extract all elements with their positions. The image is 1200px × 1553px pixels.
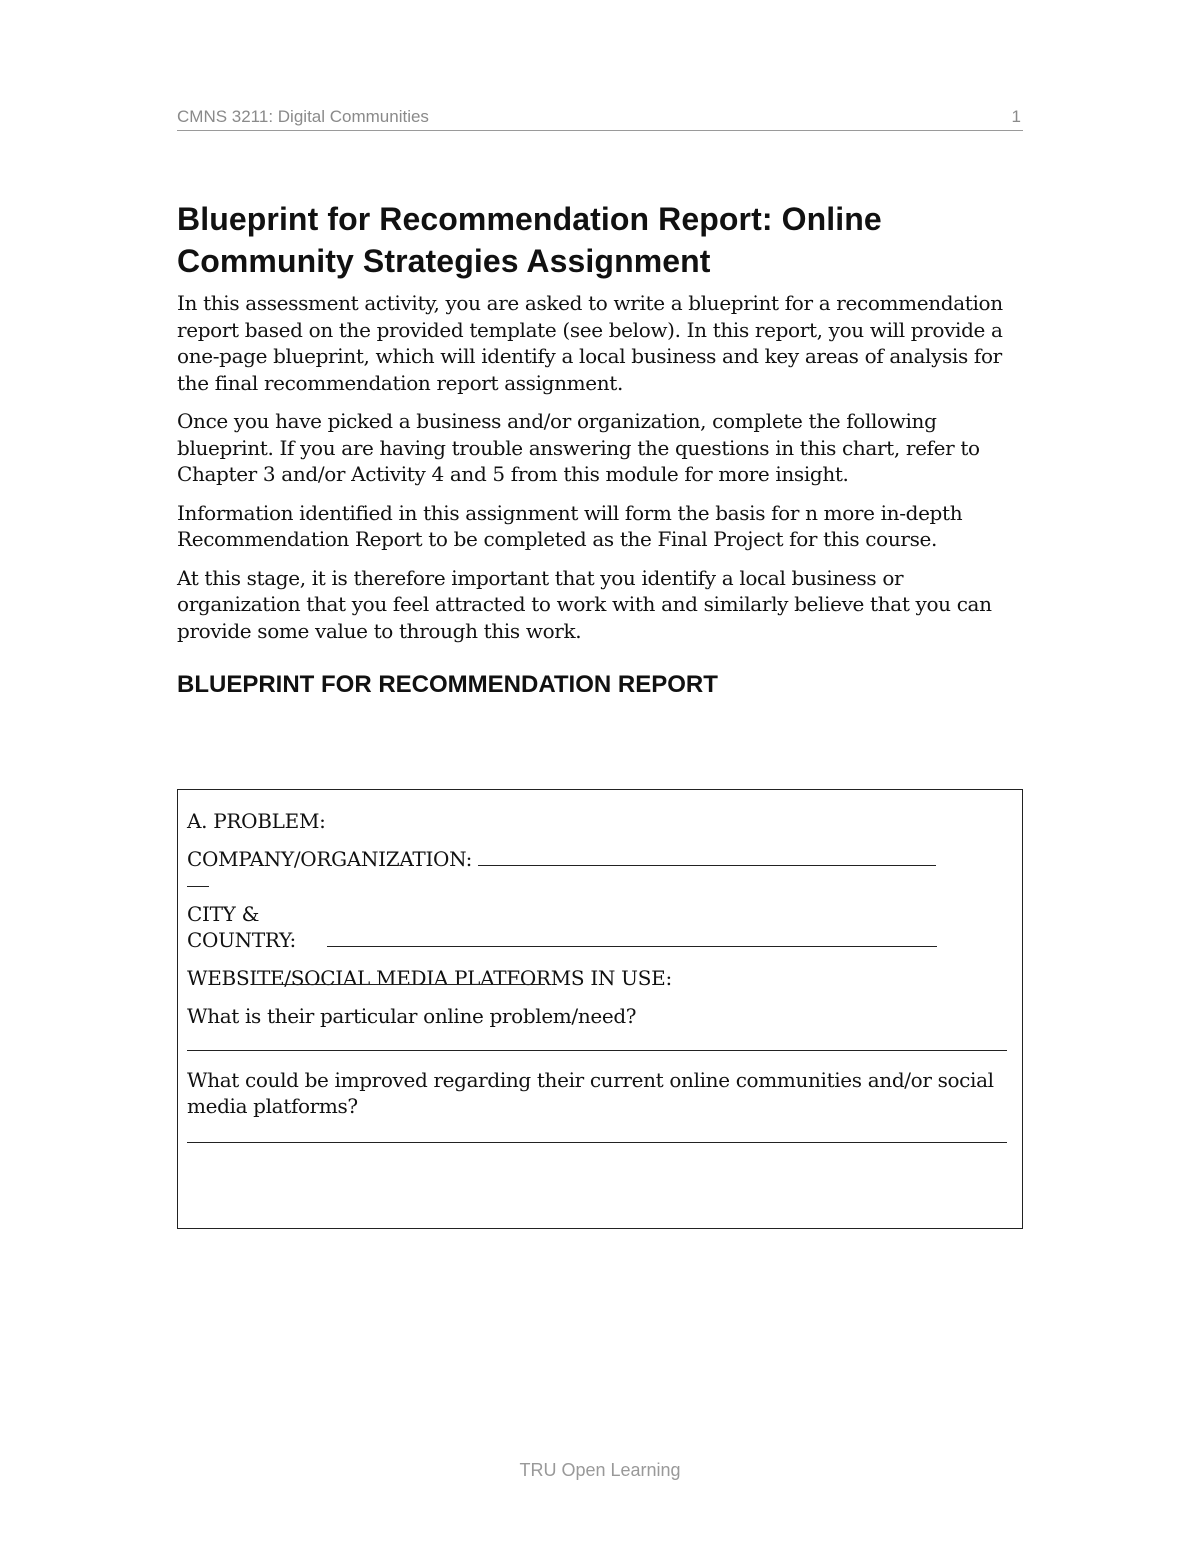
problem-answer-line[interactable] (187, 1049, 1007, 1051)
city-blank[interactable] (327, 928, 937, 947)
problem-question: What is their particular online problem/need? (187, 1004, 637, 1028)
company-blank-overflow (187, 876, 209, 887)
section-heading: BLUEPRINT FOR RECOMMENDATION REPORT (177, 671, 718, 698)
course-title: CMNS 3211: Digital Communities (177, 107, 429, 126)
instructions-paragraph: Once you have picked a business and/or organization, complete the following blueprint. If you are having trouble answering the questions in this chart, refer to Chapter 3 and/or Activity 4 and 5 from this module for more insight. (177, 409, 980, 486)
city-field (187, 901, 1010, 953)
page-number: 1 (1011, 107, 1021, 126)
company-blank[interactable] (478, 847, 936, 866)
page-header (177, 106, 1023, 131)
problem-label: A. PROBLEM: (187, 809, 326, 833)
document-body (177, 198, 1027, 710)
stage-paragraph: At this stage, it is therefore important that you identify a local business or organization that you feel attracted to work with and similarly believe that you can provide some value to through this work. (177, 565, 992, 643)
blueprint-form (177, 789, 1023, 1229)
basis-paragraph: Information identified in this assignment will form the basis for n more in-depth Recommendation Report to be completed as the Final Project for this course. (177, 500, 963, 551)
city-label: CITY & COUNTRY: (187, 902, 296, 952)
company-field (187, 846, 1010, 872)
company-label: COMPANY/ORGANIZATION: (187, 847, 473, 871)
intro-paragraph: In this assessment activity, you are asked to write a blueprint for a recommendation report based on the provided template (see below). In this report, you will provide a one-page blueprint, which will identify a local business and key areas of analysis for the final recommendation report assignment. (177, 291, 1003, 395)
problem-heading (187, 808, 1010, 834)
improvement-answer-line[interactable] (187, 1141, 1007, 1143)
document-title: Blueprint for Recommendation Report: Online Community Strategies Assignment (177, 201, 882, 279)
improvement-question: What could be improved regarding their current online communities and/or social media platforms? (187, 1068, 994, 1118)
page-footer: TRU Open Learning (519, 1460, 681, 1480)
website-label: WEBSITE/SOCIAL MEDIA PLATFORMS IN USE: (187, 966, 672, 990)
website-field (187, 965, 1010, 991)
website-blank[interactable] (253, 966, 545, 985)
